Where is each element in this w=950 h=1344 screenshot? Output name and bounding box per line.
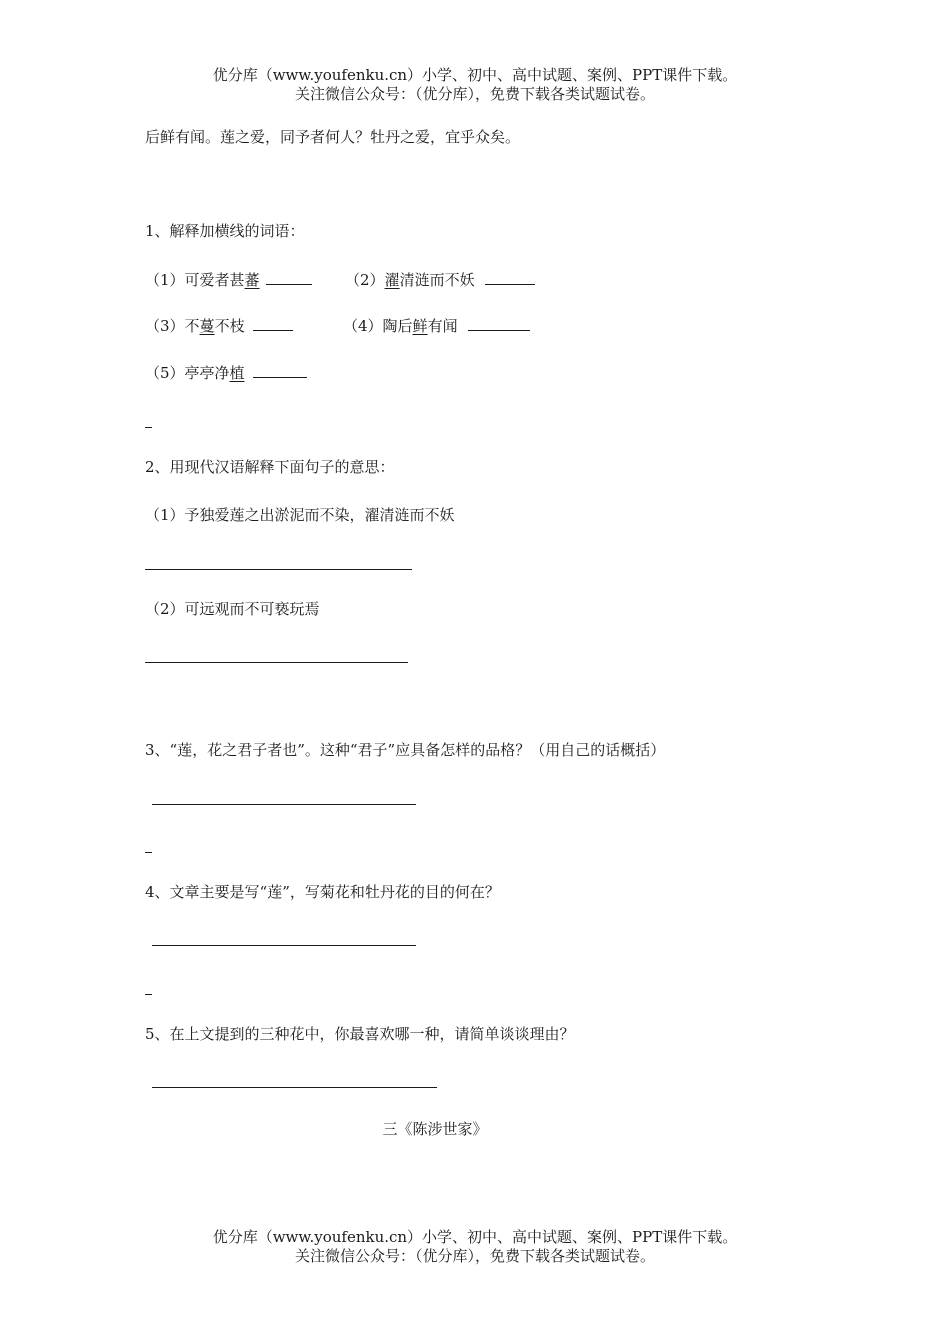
q5-answer-line[interactable] xyxy=(152,1087,437,1088)
page-footer xyxy=(0,1228,950,1266)
header-line-1: 优分库（www.youfenku.cn）小学、初中、高中试题、案例、PPT课件下载。 xyxy=(212,66,738,84)
separator-dash xyxy=(145,427,152,428)
q2-sentence-2: （2）可远观而不可亵玩焉 xyxy=(145,600,320,618)
separator-dash xyxy=(145,994,152,995)
q2-sentence-1: （1）予独爱莲之出淤泥而不染，濯清涟而不妖 xyxy=(145,506,455,524)
q1-item-3-prefix: （3）不 xyxy=(145,317,200,335)
footer-line-1: 优分库（www.youfenku.cn）小学、初中、高中试题、案例、PPT课件下载。 xyxy=(212,1228,738,1246)
q2-answer-line-1[interactable] xyxy=(145,569,412,570)
passage-tail: 后鲜有闻。莲之爱，同予者何人？牡丹之爱，宜乎众矣。 xyxy=(145,128,521,146)
q1-item-4-word: 鲜 xyxy=(412,317,428,335)
q1-item-2-answer-blank[interactable] xyxy=(485,270,535,285)
question-2-title: 2、用现代汉语解释下面句子的意思： xyxy=(145,458,395,476)
q1-item-2 xyxy=(345,270,535,290)
q1-item-1-prefix: （1）可爱者甚 xyxy=(145,271,245,289)
q1-item-3-word: 蔓 xyxy=(199,317,215,335)
footer-line-2: 关注微信公众号：（优分库），免费下载各类试题试卷。 xyxy=(294,1247,655,1265)
q1-item-4 xyxy=(343,316,530,336)
header-line-2: 关注微信公众号：（优分库），免费下载各类试题试卷。 xyxy=(294,85,655,103)
q4-answer-line[interactable] xyxy=(152,945,416,946)
q1-item-2-word: 濯 xyxy=(384,271,400,289)
q1-item-4-prefix: （4）陶后 xyxy=(343,317,413,335)
q1-item-5-prefix: （5）亭亭净 xyxy=(145,364,230,382)
q1-item-4-answer-blank[interactable] xyxy=(468,316,530,331)
q3-answer-line[interactable] xyxy=(152,804,416,805)
question-1-title: 1、解释加横线的词语： xyxy=(145,222,305,240)
q1-item-3-answer-blank[interactable] xyxy=(253,316,293,331)
q1-item-1-word: 蕃 xyxy=(244,271,260,289)
q1-item-2-prefix: （2） xyxy=(345,271,385,289)
q1-item-3 xyxy=(145,316,293,336)
q2-answer-line-2[interactable] xyxy=(145,662,408,663)
question-3-title: 3、“莲，花之君子者也”。这种“君子”应具备怎样的品格？（用自己的话概括） xyxy=(145,741,666,759)
q1-item-3-suffix: 不枝 xyxy=(214,317,245,335)
q1-item-1 xyxy=(145,270,312,290)
separator-dash xyxy=(145,852,152,853)
q1-item-4-suffix: 有闻 xyxy=(427,317,458,335)
section-title: 三《陈涉世家》 xyxy=(382,1120,488,1138)
q1-item-5-answer-blank[interactable] xyxy=(253,363,307,378)
question-5-title: 5、在上文提到的三种花中，你最喜欢哪一种，请简单谈谈理由？ xyxy=(145,1025,575,1043)
q1-item-2-suffix: 清涟而不妖 xyxy=(399,271,475,289)
question-4-title: 4、文章主要是写“莲”，写菊花和牡丹花的目的何在？ xyxy=(145,883,500,901)
q1-item-5 xyxy=(145,363,307,383)
q1-item-1-answer-blank[interactable] xyxy=(266,270,312,285)
page-header xyxy=(0,66,950,104)
q1-item-5-word: 植 xyxy=(229,364,245,382)
